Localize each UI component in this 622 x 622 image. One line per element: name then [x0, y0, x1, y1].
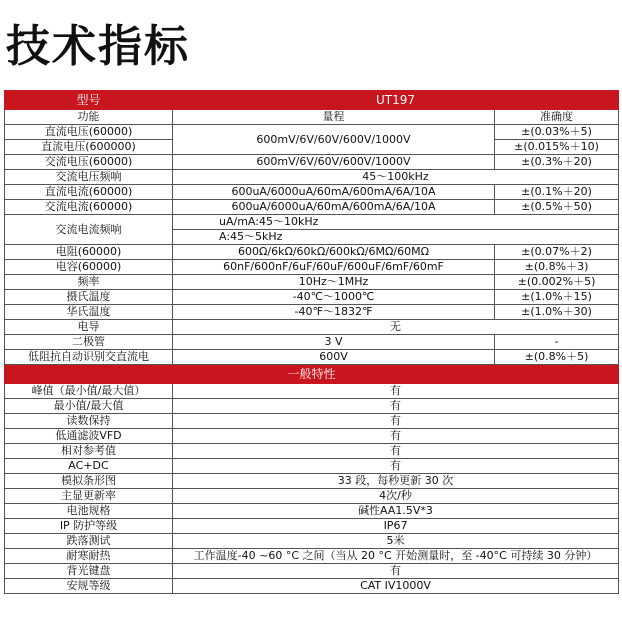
table-row — [5, 459, 619, 474]
feature-value: 有 — [173, 564, 619, 579]
range-cell: -40℃～1000℃ — [173, 290, 495, 305]
table-row — [5, 215, 619, 230]
range-cell: 无 — [173, 320, 619, 335]
section-title: 一般特性 — [5, 365, 619, 384]
table-row — [5, 504, 619, 519]
function-cell: 频率 — [5, 275, 173, 290]
function-cell: 电容(60000) — [5, 260, 173, 275]
feature-label: 最小值/最大值 — [5, 399, 173, 414]
table-row — [5, 564, 619, 579]
range-cell: 600V — [173, 350, 495, 365]
table-row — [5, 534, 619, 549]
table-row — [5, 474, 619, 489]
spec-table-container — [4, 90, 618, 594]
accuracy-cell: ±(1.0%＋15) — [495, 290, 619, 305]
function-cell: 低阻抗自动识别交直流电 — [5, 350, 173, 365]
function-cell: 交流电压(60000) — [5, 155, 173, 170]
feature-label: 低通滤波VFD — [5, 429, 173, 444]
table-row — [5, 245, 619, 260]
table-row — [5, 200, 619, 215]
accuracy-cell: ±(0.8%＋3) — [495, 260, 619, 275]
accuracy-cell: - — [495, 335, 619, 350]
table-row — [5, 305, 619, 320]
spec-table — [4, 90, 619, 594]
model-label: 型号 — [5, 91, 173, 110]
range-cell: 600uA/6000uA/60mA/600mA/6A/10A — [173, 185, 495, 200]
range-cell: 60nF/600nF/6uF/60uF/600uF/6mF/60mF — [173, 260, 495, 275]
table-row — [5, 549, 619, 564]
col-range: 量程 — [173, 110, 495, 125]
feature-value: 有 — [173, 459, 619, 474]
feature-label: 耐寒耐热 — [5, 549, 173, 564]
range-cell: 600Ω/6kΩ/60kΩ/600kΩ/6MΩ/60MΩ — [173, 245, 495, 260]
section-header-row — [5, 365, 619, 384]
feature-value: 4次/秒 — [173, 489, 619, 504]
feature-value: 有 — [173, 444, 619, 459]
table-row — [5, 260, 619, 275]
feature-label: 主显更新率 — [5, 489, 173, 504]
feature-value: 33 段，每秒更新 30 次 — [173, 474, 619, 489]
accuracy-cell: ±(0.07%＋2) — [495, 245, 619, 260]
table-row — [5, 384, 619, 399]
feature-label: 峰值（最小值/最大值） — [5, 384, 173, 399]
accuracy-cell: ±(0.1%＋20) — [495, 185, 619, 200]
range-cell: A:45～5kHz — [173, 230, 619, 245]
table-row — [5, 429, 619, 444]
feature-value: 碱性AA1.5V*3 — [173, 504, 619, 519]
table-row — [5, 579, 619, 594]
page-title: 技术指标 — [6, 21, 190, 72]
column-header-row — [5, 110, 619, 125]
col-function: 功能 — [5, 110, 173, 125]
function-cell: 华氏温度 — [5, 305, 173, 320]
accuracy-cell: ±(0.5%＋50) — [495, 200, 619, 215]
function-cell: 二极管 — [5, 335, 173, 350]
table-row — [5, 275, 619, 290]
table-row — [5, 320, 619, 335]
feature-label: 跌落测试 — [5, 534, 173, 549]
feature-value: IP67 — [173, 519, 619, 534]
table-row — [5, 414, 619, 429]
feature-value: 工作温度-40 ~60 °C 之间（当从 20 °C 开始测量时，至 -40°C 可持续 30 分钟） — [173, 549, 619, 564]
range-cell: 45～100kHz — [173, 170, 619, 185]
function-cell: 摄氏温度 — [5, 290, 173, 305]
col-accuracy: 准确度 — [495, 110, 619, 125]
feature-value: 有 — [173, 384, 619, 399]
model-value: UT197 — [173, 91, 619, 110]
accuracy-cell: ±(0.015%＋10) — [495, 140, 619, 155]
model-row — [5, 91, 619, 110]
table-row — [5, 290, 619, 305]
accuracy-cell: ±(0.002%＋5) — [495, 275, 619, 290]
feature-value: 有 — [173, 399, 619, 414]
feature-value: CAT IV1000V — [173, 579, 619, 594]
feature-label: 模拟条形图 — [5, 474, 173, 489]
table-row — [5, 399, 619, 414]
function-cell: 交流电压频响 — [5, 170, 173, 185]
table-row — [5, 519, 619, 534]
range-cell: -40℉～1832℉ — [173, 305, 495, 320]
table-row — [5, 335, 619, 350]
function-cell: 直流电压(60000) — [5, 125, 173, 140]
feature-label: 读数保持 — [5, 414, 173, 429]
accuracy-cell: ±(0.03%＋5) — [495, 125, 619, 140]
feature-label: 安规等级 — [5, 579, 173, 594]
function-cell: 电阻(60000) — [5, 245, 173, 260]
range-cell: 600uA/6000uA/60mA/600mA/6A/10A — [173, 200, 495, 215]
feature-label: 相对参考值 — [5, 444, 173, 459]
range-cell: 10Hz～1MHz — [173, 275, 495, 290]
function-cell: 电导 — [5, 320, 173, 335]
table-row — [5, 185, 619, 200]
table-row — [5, 155, 619, 170]
feature-label: AC+DC — [5, 459, 173, 474]
feature-label: IP 防护等级 — [5, 519, 173, 534]
table-row — [5, 444, 619, 459]
function-cell: 交流电流(60000) — [5, 200, 173, 215]
function-cell: 直流电流(60000) — [5, 185, 173, 200]
feature-value: 有 — [173, 414, 619, 429]
accuracy-cell: ±(0.3%＋20) — [495, 155, 619, 170]
function-cell: 交流电流频响 — [5, 215, 173, 245]
feature-label: 背光键盘 — [5, 564, 173, 579]
table-row — [5, 125, 619, 140]
table-row — [5, 350, 619, 365]
feature-label: 电池规格 — [5, 504, 173, 519]
feature-value: 5米 — [173, 534, 619, 549]
accuracy-cell: ±(1.0%＋30) — [495, 305, 619, 320]
range-cell: 3 V — [173, 335, 495, 350]
accuracy-cell: ±(0.8%＋5) — [495, 350, 619, 365]
table-row — [5, 170, 619, 185]
function-cell: 直流电压(600000) — [5, 140, 173, 155]
feature-value: 有 — [173, 429, 619, 444]
range-cell: 600mV/6V/60V/600V/1000V — [173, 155, 495, 170]
range-cell: uA/mA:45～10kHz — [173, 215, 619, 230]
table-row — [5, 489, 619, 504]
range-cell: 600mV/6V/60V/600V/1000V — [173, 125, 495, 155]
